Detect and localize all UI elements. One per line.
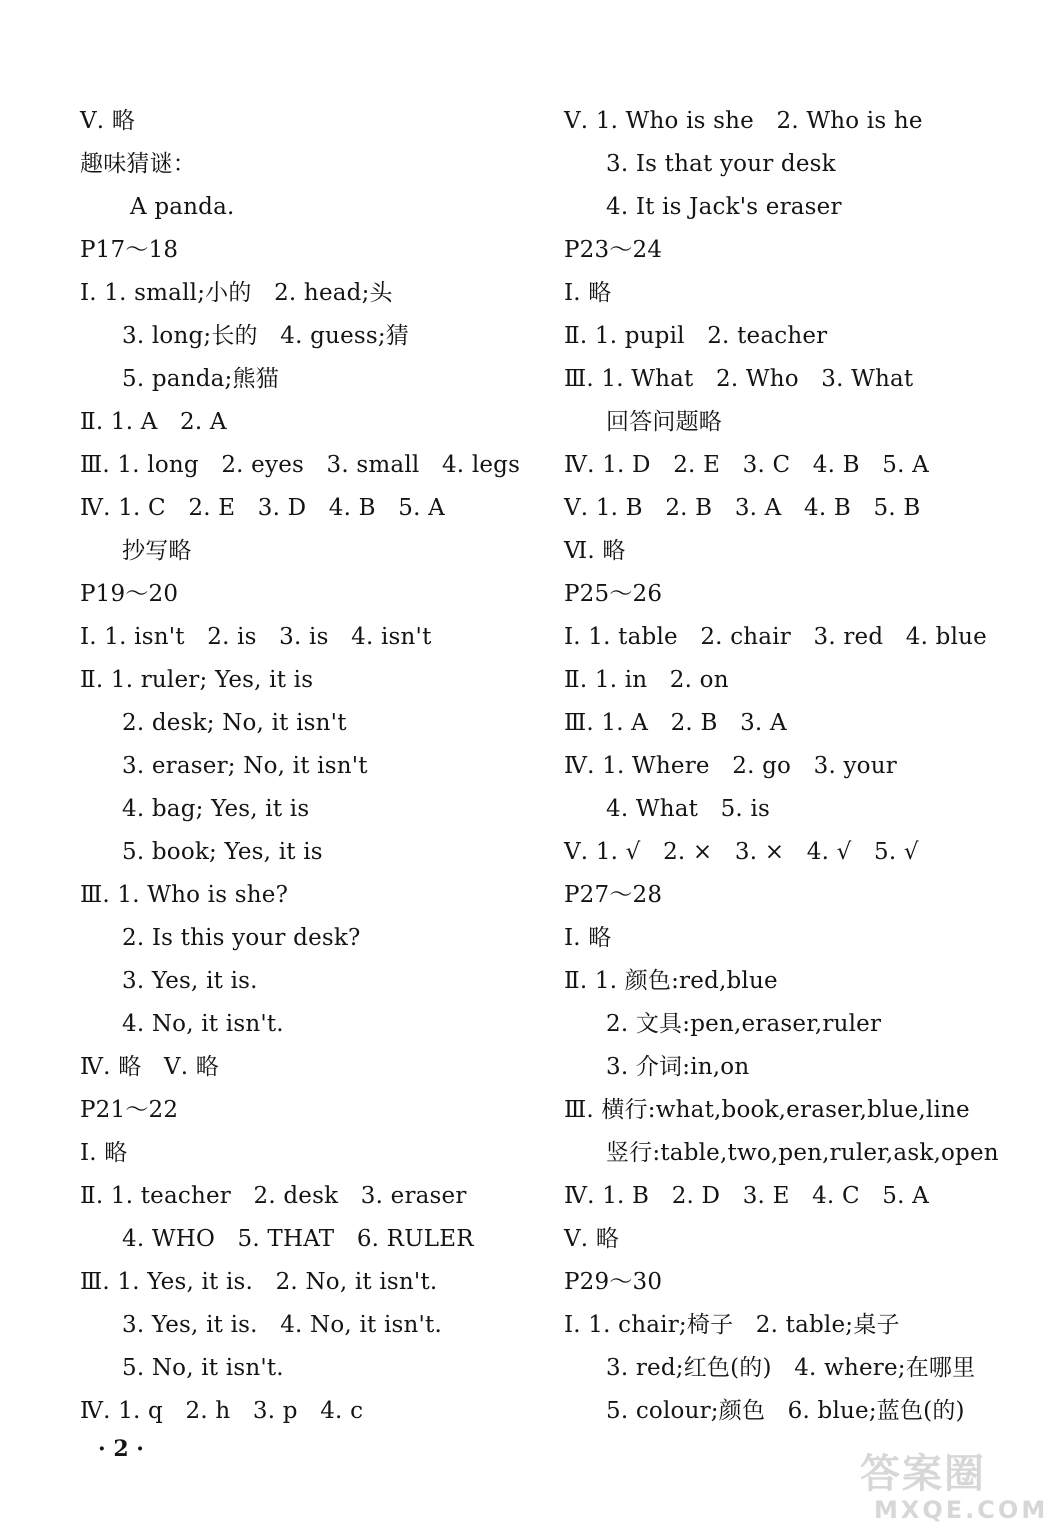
- answer-line: P23～24: [564, 237, 663, 263]
- answer-line: 3. Is that your desk: [606, 151, 836, 177]
- answer-line: Ⅴ. 略: [80, 108, 136, 134]
- answer-line: Ⅰ. 1. small;小的 2. head;头: [80, 280, 393, 306]
- answer-line: 5. colour;颜色 6. blue;蓝色(的): [606, 1398, 965, 1424]
- answer-line: Ⅲ. 1. long 2. eyes 3. small 4. legs: [80, 452, 521, 478]
- page-number: · 2 ·: [98, 1436, 144, 1462]
- answer-line: Ⅳ. 1. B 2. D 3. E 4. C 5. A: [564, 1183, 929, 1209]
- watermark-top-text: 答案圈: [860, 1451, 986, 1497]
- answer-line: Ⅲ. 1. A 2. B 3. A: [564, 710, 787, 736]
- answer-line: 4. WHO 5. THAT 6. RULER: [122, 1226, 474, 1252]
- answer-line: Ⅱ. 1. in 2. on: [564, 667, 729, 693]
- answer-line: Ⅲ. 1. What 2. Who 3. What: [564, 366, 914, 392]
- answer-line: 3. eraser; No, it isn't: [122, 753, 368, 779]
- answer-line: Ⅳ. 1. C 2. E 3. D 4. B 5. A: [80, 495, 445, 521]
- answer-line: Ⅰ. 略: [80, 1140, 128, 1166]
- answer-line: 5. book; Yes, it is: [122, 839, 323, 865]
- answer-line: 5. No, it isn't.: [122, 1355, 284, 1381]
- answer-line: Ⅲ. 1. Who is she?: [80, 882, 289, 908]
- answer-line: Ⅵ. 略: [564, 538, 626, 564]
- answer-line: 3. red;红色(的) 4. where;在哪里: [606, 1355, 976, 1381]
- answer-line: 3. Yes, it is.: [122, 968, 258, 994]
- answer-line: 2. 文具:pen,eraser,ruler: [606, 1011, 882, 1037]
- answer-line: Ⅴ. 1. B 2. B 3. A 4. B 5. B: [564, 495, 921, 521]
- answer-line: P19～20: [80, 581, 179, 607]
- answer-line: Ⅳ. 1. Where 2. go 3. your: [564, 753, 897, 779]
- answer-line: Ⅱ. 1. 颜色:red,blue: [564, 968, 778, 994]
- answer-line: 4. What 5. is: [606, 796, 771, 822]
- answer-line: Ⅰ. 1. chair;椅子 2. table;桌子: [564, 1312, 900, 1338]
- answer-line: Ⅴ. 1. √ 2. × 3. × 4. √ 5. √: [564, 839, 919, 865]
- answer-line: 3. 介词:in,on: [606, 1054, 750, 1080]
- answer-line: P21～22: [80, 1097, 179, 1123]
- answer-line: A panda.: [130, 194, 235, 220]
- answer-line: 5. panda;熊猫: [122, 366, 279, 392]
- answer-line: Ⅳ. 1. q 2. h 3. p 4. c: [80, 1398, 364, 1424]
- watermark-logo: [860, 1452, 1050, 1530]
- answer-line: P29～30: [564, 1269, 663, 1295]
- answer-line: P25～26: [564, 581, 663, 607]
- answer-line: Ⅱ. 1. ruler; Yes, it is: [80, 667, 314, 693]
- answer-line: 2. desk; No, it isn't: [122, 710, 347, 736]
- answer-column-right: [564, 100, 1044, 1433]
- answer-line: 2. Is this your desk?: [122, 925, 361, 951]
- answer-line: Ⅱ. 1. pupil 2. teacher: [564, 323, 828, 349]
- answer-column-left: [80, 100, 540, 1433]
- answer-line: 4. It is Jack's eraser: [606, 194, 842, 220]
- answer-line: 趣味猜谜：: [80, 151, 196, 177]
- answer-line: 3. long;长的 4. guess;猜: [122, 323, 410, 349]
- answer-line: Ⅰ. 1. isn't 2. is 3. is 4. isn't: [80, 624, 432, 650]
- answer-line: 竖行:table,two,pen,ruler,ask,open: [606, 1140, 999, 1166]
- answer-line: 3. Yes, it is. 4. No, it isn't.: [122, 1312, 442, 1338]
- answer-line: P17～18: [80, 237, 179, 263]
- answer-line: 4. bag; Yes, it is: [122, 796, 310, 822]
- answer-line: 抄写略: [122, 538, 192, 564]
- answer-line: Ⅱ. 1. teacher 2. desk 3. eraser: [80, 1183, 467, 1209]
- answer-line: 回答问题略: [606, 409, 722, 435]
- answer-line: Ⅴ. 1. Who is she 2. Who is he: [564, 108, 923, 134]
- answer-line: Ⅰ. 略: [564, 280, 612, 306]
- answer-line: Ⅳ. 1. D 2. E 3. C 4. B 5. A: [564, 452, 929, 478]
- answer-line: Ⅴ. 略: [564, 1226, 620, 1252]
- answer-line: Ⅳ. 略 Ⅴ. 略: [80, 1054, 219, 1080]
- answer-line: Ⅱ. 1. A 2. A: [80, 409, 227, 435]
- answer-line: Ⅰ. 1. table 2. chair 3. red 4. blue: [564, 624, 987, 650]
- answer-line: P27～28: [564, 882, 663, 908]
- watermark-bottom-text: MXQE.COM: [874, 1496, 1049, 1524]
- answer-line: 4. No, it isn't.: [122, 1011, 284, 1037]
- answer-line: Ⅲ. 1. Yes, it is. 2. No, it isn't.: [80, 1269, 438, 1295]
- answer-line: Ⅰ. 略: [564, 925, 612, 951]
- answer-line: Ⅲ. 横行:what,book,eraser,blue,line: [564, 1097, 970, 1123]
